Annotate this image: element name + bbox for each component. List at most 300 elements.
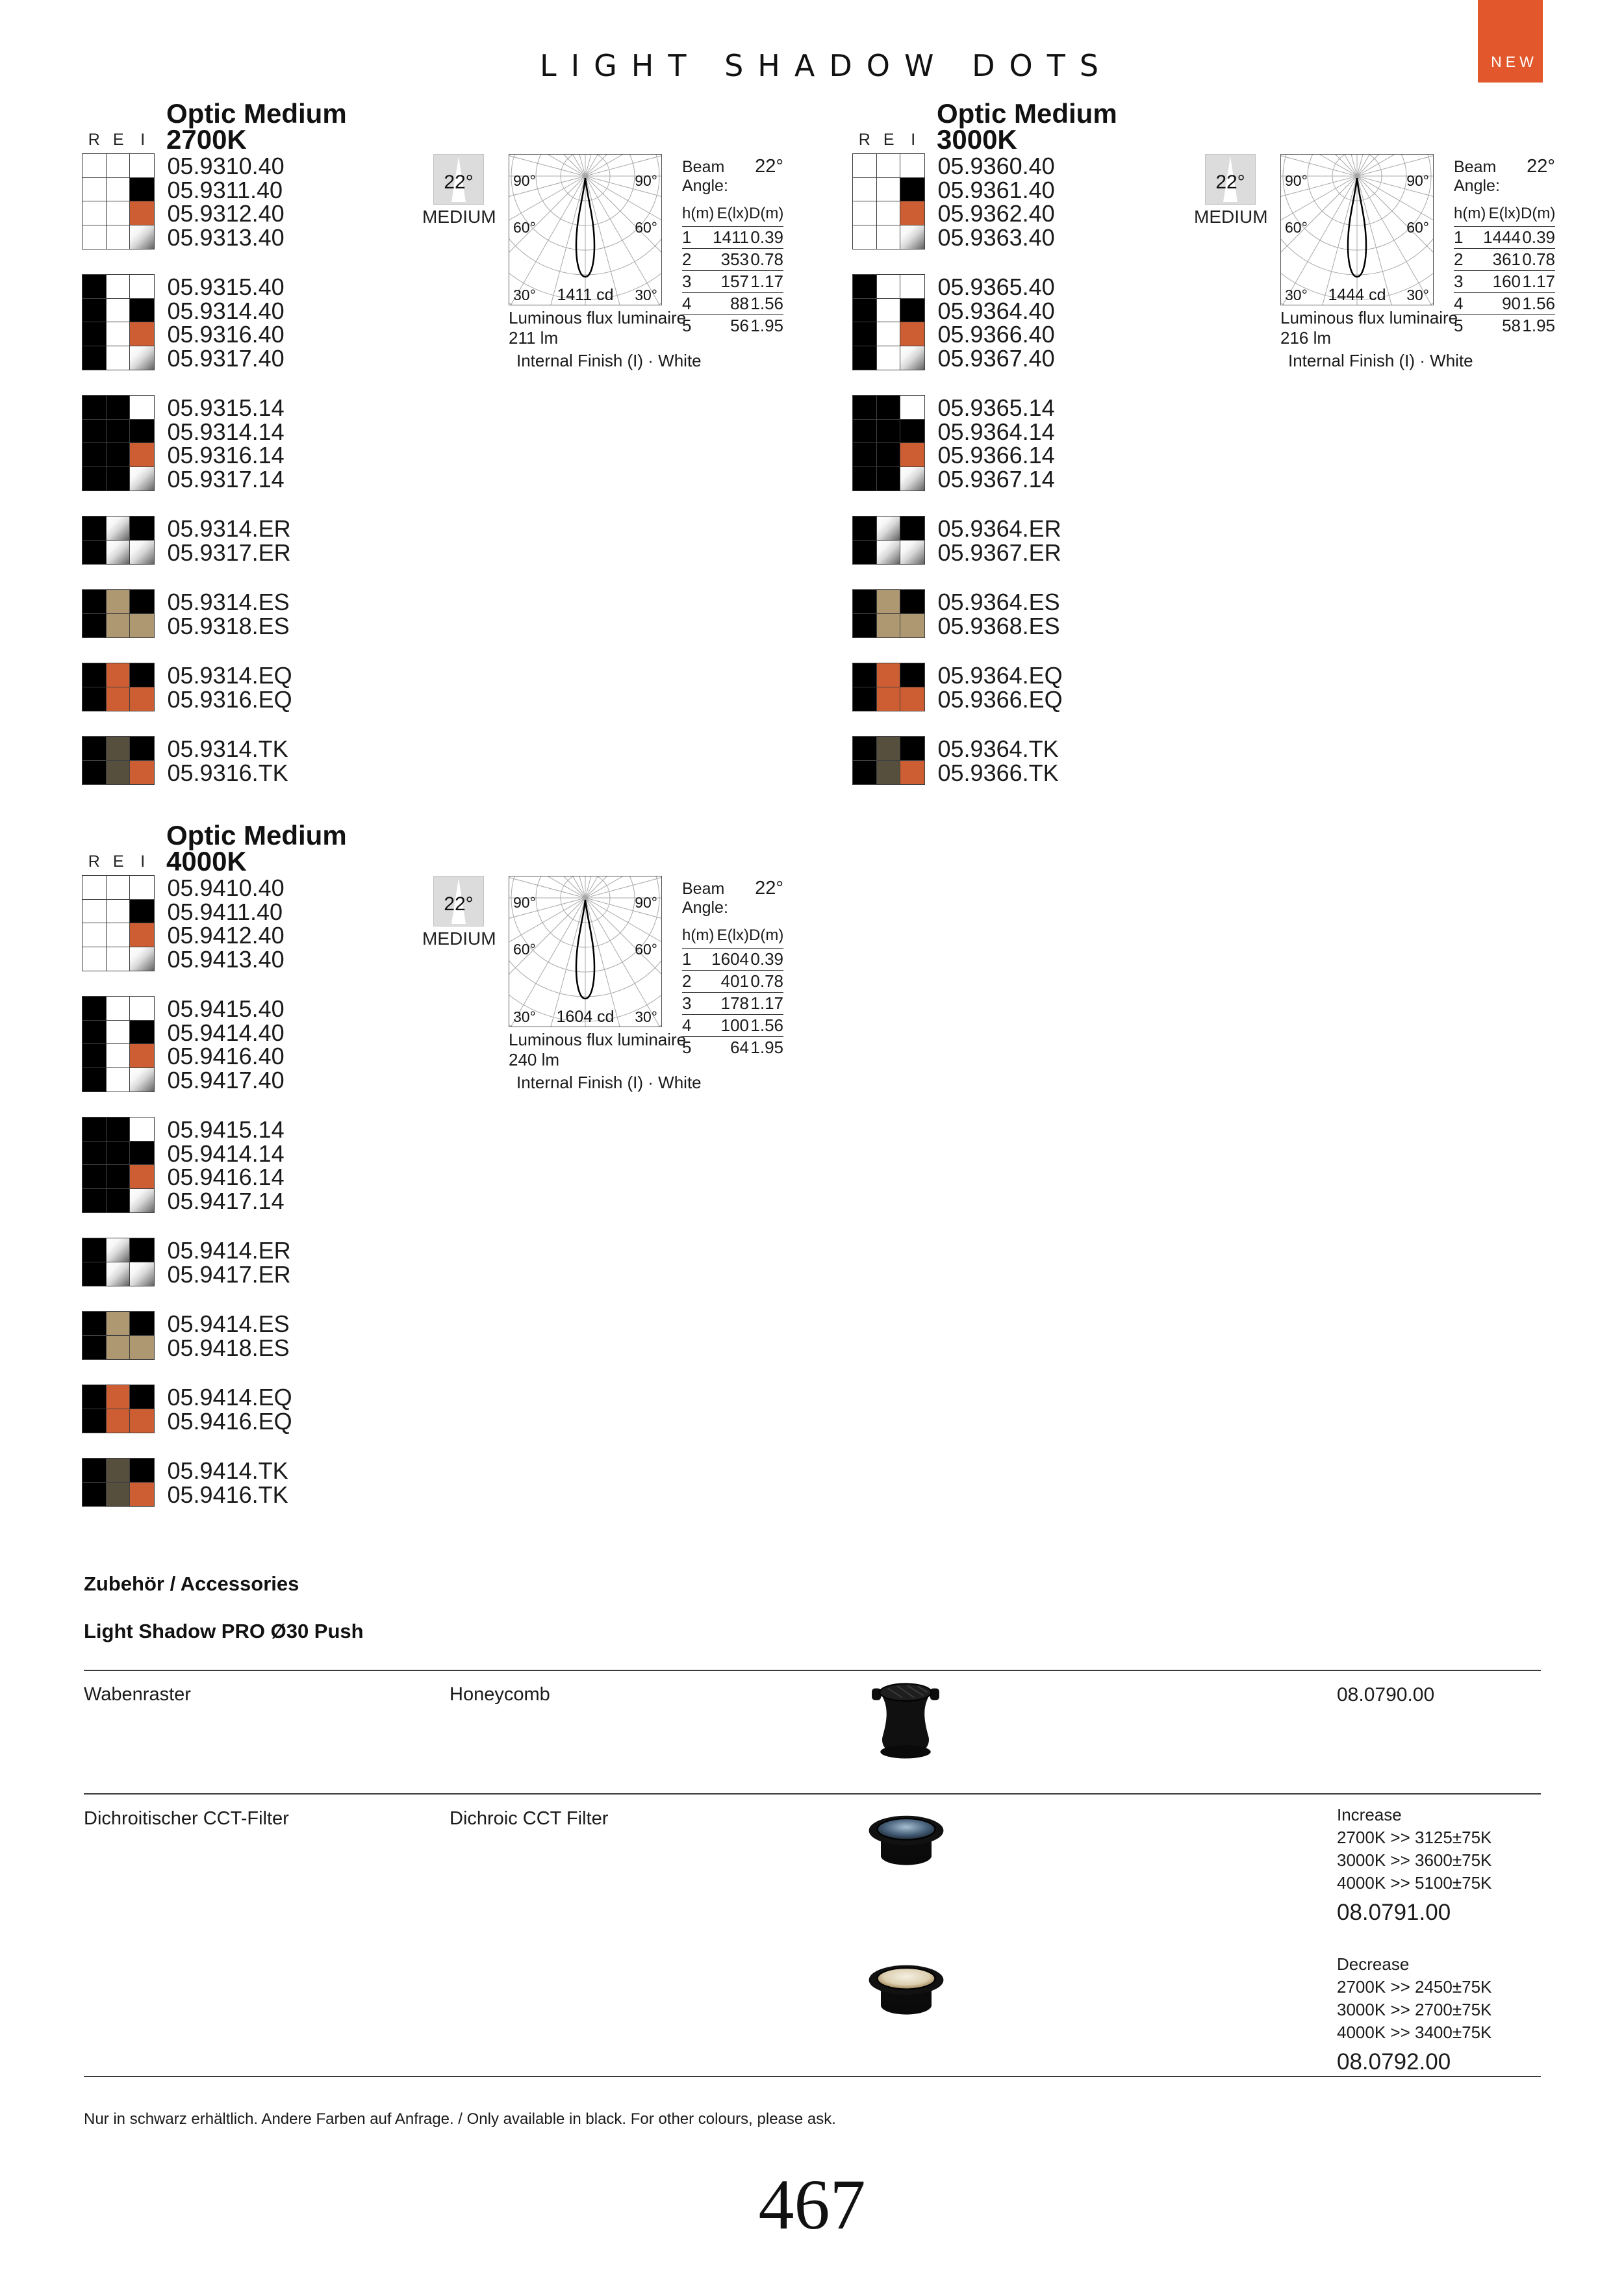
swatch-cell — [130, 1312, 154, 1336]
beam-table-row: 3 157 1.17 — [682, 271, 783, 293]
product-codes — [938, 516, 1061, 565]
swatch-cell — [853, 761, 877, 785]
swatch-cell — [877, 275, 901, 299]
product-code: 05.9414.ES — [167, 1310, 290, 1337]
swatch-cell — [82, 467, 107, 491]
polar-label-60-left: 60° — [1285, 219, 1308, 236]
swatch-cell — [900, 299, 924, 323]
swatch-cell — [82, 947, 107, 971]
swatch-cell — [130, 178, 154, 202]
swatch-cell — [107, 997, 131, 1021]
beam-table-row: 4 88 1.56 — [682, 293, 783, 315]
product-code: 05.9414.40 — [167, 1019, 285, 1046]
product-group — [82, 1311, 446, 1360]
flux-label: Luminous flux luminaire — [1280, 308, 1458, 327]
beam-angle-row — [1454, 156, 1555, 196]
swatch-cell — [130, 1189, 154, 1213]
beam-table-row: 3 178 1.17 — [682, 993, 783, 1015]
swatch-cell — [130, 154, 154, 178]
swatch-cell — [130, 1483, 154, 1507]
beam-angle-label: Beam Angle: — [682, 880, 728, 917]
beam-table-header: h(m) E(lx) D(m) — [682, 205, 783, 227]
column-header — [82, 820, 446, 876]
swatch-cell — [107, 590, 131, 614]
product-code: 05.9367.40 — [937, 344, 1055, 372]
product-code: 05.9415.40 — [167, 995, 285, 1022]
swatch-cell — [107, 614, 131, 638]
swatch-cell — [130, 947, 154, 971]
finish-swatch-grid — [852, 663, 925, 711]
beam-angle-value: 22° — [755, 878, 783, 899]
swatch-cell — [82, 663, 107, 687]
swatch-cell — [82, 900, 107, 924]
product-code: 05.9365.40 — [937, 274, 1055, 300]
product-codes — [168, 153, 285, 249]
honeycomb-photo — [869, 1678, 942, 1767]
swatch-cell — [130, 997, 154, 1021]
polar-label-90-left: 90° — [1285, 172, 1308, 189]
page-title: LIGHT SHADOW DOTS — [539, 48, 1113, 83]
swatch-cell — [82, 1262, 107, 1286]
swatch-cell — [900, 467, 924, 491]
finish-swatch-grid — [82, 516, 155, 565]
swatch-cell — [853, 299, 877, 323]
cct-shift-line: 2700K >> 3125±75K — [1337, 1828, 1492, 1847]
beam-table-2700k — [682, 156, 783, 337]
swatch-cell — [130, 346, 154, 370]
product-code: 05.9316.EQ — [167, 685, 292, 713]
flux-value: 240 lm — [509, 1050, 560, 1069]
product-code: 05.9312.40 — [167, 200, 285, 227]
beam-table-row: 2 353 0.78 — [682, 249, 783, 271]
swatch-cell — [82, 420, 107, 444]
product-column-3000k — [852, 98, 1216, 810]
swatch-cell — [130, 420, 154, 444]
polar-label-90-right: 90° — [1406, 172, 1429, 189]
product-group — [852, 663, 1216, 711]
legend-r: R — [88, 131, 100, 149]
product-code: 05.9417.ER — [167, 1260, 291, 1288]
product-group — [852, 274, 1216, 370]
swatch-cell — [853, 322, 877, 346]
beam-angle-value: 22° — [755, 156, 783, 177]
optic-title — [166, 820, 347, 876]
product-group — [82, 663, 446, 711]
swatch-cell — [877, 517, 901, 541]
legend-r: R — [88, 852, 100, 871]
product-code: 05.9414.ER — [167, 1237, 291, 1264]
product-code: 05.9415.14 — [167, 1116, 285, 1143]
swatch-cell — [877, 737, 901, 761]
accessory-name-de: Dichroitischer CCT-Filter — [84, 1808, 289, 1829]
finish-swatch-grid — [852, 516, 925, 565]
product-code: 05.9310.40 — [167, 153, 285, 179]
swatch-cell — [107, 1142, 131, 1166]
product-code: 05.9311.40 — [167, 176, 283, 203]
product-code: 05.9412.40 — [167, 922, 285, 949]
swatch-cell — [82, 1044, 107, 1068]
finish-swatch-grid — [82, 875, 155, 971]
swatch-cell — [900, 154, 924, 178]
swatch-cell — [853, 590, 877, 614]
swatch-cell — [900, 201, 924, 225]
swatch-cell — [877, 614, 901, 638]
product-code: 05.9314.ES — [167, 589, 290, 615]
accessories-heading: Zubehör / Accessories — [84, 1572, 299, 1595]
product-code: 05.9317.40 — [167, 344, 285, 372]
swatch-cell — [82, 1336, 107, 1360]
product-group — [82, 875, 446, 971]
finish-swatch-grid — [852, 736, 925, 785]
product-code: 05.9364.EQ — [937, 662, 1063, 689]
swatch-cell — [853, 687, 877, 711]
swatch-cell — [877, 396, 901, 420]
swatch-cell — [107, 443, 131, 467]
peak-candela-value: 1411 cd — [557, 286, 614, 304]
swatch-cell — [82, 737, 107, 761]
swatch-cell — [82, 1068, 107, 1092]
swatch-cell — [107, 517, 131, 541]
swatch-cell — [853, 275, 877, 299]
beam-table-row: 3 160 1.17 — [1454, 271, 1555, 293]
beam-width-label: MEDIUM — [1194, 207, 1268, 227]
product-codes — [938, 589, 1060, 638]
swatch-cell — [130, 396, 154, 420]
product-code: 05.9361.40 — [937, 176, 1055, 203]
polar-label-90-left: 90° — [513, 894, 536, 911]
swatch-cell — [82, 541, 107, 565]
optic-name: Optic Medium — [166, 98, 347, 129]
swatch-cell — [853, 541, 877, 565]
swatch-cell — [82, 154, 107, 178]
beam-angle-value: 22° — [444, 172, 474, 193]
product-group — [852, 153, 1216, 249]
cct-increase-block — [1337, 1804, 1491, 1924]
swatch-cell — [107, 322, 131, 346]
product-code: 05.9316.TK — [167, 759, 288, 786]
flux-value: 211 lm — [509, 328, 559, 348]
product-code: 05.9360.40 — [937, 153, 1055, 179]
optic-title — [166, 98, 347, 155]
cct-direction-label: Increase — [1337, 1805, 1402, 1824]
legend-e: E — [112, 131, 124, 149]
swatch-cell — [130, 1021, 154, 1045]
beam-table-body — [682, 227, 783, 337]
swatch-cell — [130, 299, 154, 323]
divider — [84, 2076, 1541, 2077]
internal-finish: Internal Finish (I) · White — [516, 1073, 702, 1092]
product-code: 05.9414.14 — [167, 1140, 285, 1167]
finish-swatch-grid — [82, 1117, 155, 1213]
beam-angle-badge — [1205, 154, 1256, 205]
swatch-cell — [900, 322, 924, 346]
swatch-cell — [107, 541, 131, 565]
finish-legend — [82, 131, 155, 149]
beam-table-row: 4 90 1.56 — [1454, 293, 1555, 315]
swatch-cell — [107, 1336, 131, 1360]
product-code: 05.9363.40 — [937, 224, 1055, 251]
peak-candela-value: 1604 cd — [556, 1008, 615, 1026]
product-code: 05.9314.14 — [167, 418, 285, 445]
optic-kelvin: 4000K — [166, 846, 247, 876]
cct-shift-line: 3000K >> 3600±75K — [1337, 1850, 1492, 1870]
finish-legend — [852, 131, 926, 149]
product-codes — [168, 589, 290, 638]
swatch-cell — [900, 420, 924, 444]
swatch-cell — [82, 687, 107, 711]
swatch-cell — [107, 1068, 131, 1092]
finish-swatch-grid — [852, 589, 925, 638]
swatch-cell — [82, 761, 107, 785]
swatch-cell — [130, 876, 154, 900]
product-group — [82, 1238, 446, 1286]
peak-candela-value: 1444 cd — [1328, 286, 1386, 304]
swatch-cell — [82, 178, 107, 202]
swatch-cell — [877, 299, 901, 323]
swatch-cell — [877, 154, 901, 178]
swatch-cell — [107, 1312, 131, 1336]
swatch-cell — [107, 1238, 131, 1262]
swatch-cell — [130, 1385, 154, 1409]
flux-label: Luminous flux luminaire — [509, 1030, 687, 1049]
polar-label-60-right: 60° — [1406, 219, 1429, 236]
swatch-cell — [853, 178, 877, 202]
beam-table-header: h(m) E(lx) D(m) — [1454, 205, 1555, 227]
swatch-cell — [82, 997, 107, 1021]
swatch-cell — [130, 1068, 154, 1092]
swatch-cell — [82, 1385, 107, 1409]
product-code: 05.9368.ES — [937, 612, 1060, 639]
beam-table-header: h(m) E(lx) D(m) — [682, 926, 783, 949]
product-codes — [168, 996, 285, 1092]
finish-swatch-grid — [82, 395, 155, 491]
swatch-cell — [107, 687, 131, 711]
swatch-cell — [877, 541, 901, 565]
swatch-cell — [900, 687, 924, 711]
swatch-cell — [130, 923, 154, 947]
product-group — [852, 395, 1216, 491]
new-badge-label: NEW — [1491, 53, 1538, 70]
finish-swatch-grid — [82, 663, 155, 711]
product-group — [82, 736, 446, 785]
product-code: 05.9410.40 — [167, 875, 285, 901]
internal-finish: Internal Finish (I) · White — [1288, 351, 1473, 370]
product-group — [852, 736, 1216, 785]
swatch-cell — [900, 517, 924, 541]
flux-label: Luminous flux luminaire — [509, 308, 687, 327]
swatch-cell — [853, 443, 877, 467]
accessory-code: 08.0790.00 — [1337, 1684, 1435, 1706]
product-group — [82, 153, 446, 249]
product-code: 05.9416.EQ — [167, 1407, 292, 1435]
beam-table-row: 1 1604 0.39 — [682, 949, 783, 971]
swatch-cell — [877, 420, 901, 444]
swatch-cell — [107, 420, 131, 444]
finish-swatch-grid — [82, 996, 155, 1092]
swatch-cell — [82, 923, 107, 947]
swatch-cell — [900, 178, 924, 202]
swatch-cell — [107, 1483, 131, 1507]
product-code: 05.9317.ER — [167, 539, 291, 566]
product-code: 05.9411.40 — [167, 898, 283, 925]
finish-swatch-grid — [82, 274, 155, 370]
swatch-cell — [82, 396, 107, 420]
swatch-cell — [82, 1459, 107, 1483]
swatch-cell — [82, 1118, 107, 1142]
legend-i: I — [140, 131, 146, 149]
swatch-cell — [107, 346, 131, 370]
polar-label-90-right: 90° — [635, 172, 657, 189]
product-codes — [938, 274, 1055, 370]
swatch-cell — [82, 614, 107, 638]
swatch-cell — [82, 1189, 107, 1213]
swatch-cell — [82, 1238, 107, 1262]
swatch-cell — [877, 443, 901, 467]
swatch-cell — [877, 346, 901, 370]
luminous-flux — [509, 308, 686, 348]
luminous-flux — [509, 1030, 686, 1070]
finish-swatch-grid — [82, 1458, 155, 1507]
product-group — [82, 516, 446, 565]
column-header — [82, 98, 446, 155]
product-codes — [168, 1117, 285, 1213]
swatch-cell — [107, 900, 131, 924]
swatch-cell — [107, 201, 131, 225]
beam-table-row: 5 58 1.95 — [1454, 316, 1555, 335]
swatch-cell — [82, 299, 107, 323]
product-code: 05.9417.40 — [167, 1066, 285, 1093]
product-codes — [168, 663, 292, 711]
product-codes — [938, 663, 1063, 711]
product-code: 05.9314.ER — [167, 515, 291, 542]
product-code: 05.9315.14 — [167, 394, 285, 421]
product-code: 05.9366.14 — [937, 442, 1055, 468]
beam-angle-value: 22° — [444, 893, 474, 915]
product-group — [82, 274, 446, 370]
accessory-code: 08.0792.00 — [1337, 2049, 1451, 2075]
divider — [84, 1793, 1541, 1795]
swatch-cell — [82, 322, 107, 346]
swatch-cell — [900, 663, 924, 687]
optic-kelvin: 2700K — [166, 124, 247, 155]
product-code: 05.9317.14 — [167, 465, 285, 492]
beam-table-row: 2 361 0.78 — [1454, 249, 1555, 271]
product-group — [82, 996, 446, 1092]
divider — [84, 1670, 1541, 1671]
beam-angle-row — [682, 156, 783, 196]
accessory-name-de: Wabenraster — [84, 1684, 191, 1705]
swatch-cell — [130, 322, 154, 346]
product-codes — [168, 1311, 290, 1360]
polar-label-90-right: 90° — [635, 894, 657, 911]
swatch-cell — [82, 1021, 107, 1045]
swatch-cell — [130, 1262, 154, 1286]
polar-label-30-right: 30° — [635, 1008, 657, 1025]
swatch-cell — [877, 178, 901, 202]
swatch-cell — [130, 517, 154, 541]
finish-swatch-grid — [82, 589, 155, 638]
dichroic-filter-increase-photo — [864, 1801, 948, 1885]
finish-legend — [82, 852, 155, 871]
internal-finish: Internal Finish (I) · White — [516, 351, 702, 370]
product-code: 05.9413.40 — [167, 945, 285, 973]
swatch-cell — [107, 1165, 131, 1189]
swatch-cell — [82, 517, 107, 541]
beam-table-body — [682, 949, 783, 1058]
swatch-cell — [853, 154, 877, 178]
polar-label-60-left: 60° — [513, 219, 536, 236]
legend-e: E — [883, 131, 894, 149]
finish-swatch-grid — [852, 274, 925, 370]
swatch-cell — [877, 201, 901, 225]
swatch-cell — [82, 1142, 107, 1166]
swatch-cell — [130, 687, 154, 711]
product-group — [82, 1458, 446, 1507]
beam-width-label: MEDIUM — [422, 928, 496, 949]
finish-swatch-grid — [82, 736, 155, 785]
product-code: 05.9417.14 — [167, 1187, 285, 1214]
swatch-cell — [130, 1142, 154, 1166]
swatch-cell — [82, 225, 107, 249]
product-code: 05.9366.40 — [937, 321, 1055, 348]
swatch-cell — [853, 467, 877, 491]
swatch-cell — [82, 201, 107, 225]
swatch-cell — [82, 590, 107, 614]
polar-label-30-right: 30° — [1406, 287, 1429, 303]
swatch-cell — [107, 467, 131, 491]
product-codes — [168, 1238, 291, 1286]
optic-name: Optic Medium — [166, 820, 347, 850]
swatch-cell — [877, 322, 901, 346]
beam-table-3000k — [1454, 156, 1555, 337]
beam-angle-value: 22° — [1215, 172, 1245, 193]
swatch-cell — [130, 541, 154, 565]
swatch-cell — [853, 517, 877, 541]
finish-swatch-grid — [852, 153, 925, 249]
cct-shift-line: 2700K >> 2450±75K — [1337, 1977, 1492, 1997]
swatch-cell — [130, 1409, 154, 1433]
swatch-cell — [877, 225, 901, 249]
beam-table-row: 2 401 0.78 — [682, 971, 783, 993]
swatch-cell — [130, 1459, 154, 1483]
column-header — [852, 98, 1216, 155]
swatch-cell — [107, 178, 131, 202]
swatch-cell — [107, 396, 131, 420]
product-code: 05.9414.EQ — [167, 1384, 292, 1411]
beam-angle-label: Beam Angle: — [1454, 158, 1500, 195]
beam-angle-value: 22° — [1527, 156, 1555, 177]
swatch-cell — [130, 1165, 154, 1189]
swatch-cell — [107, 1385, 131, 1409]
polar-label-60-right: 60° — [635, 219, 657, 236]
product-group — [82, 1117, 446, 1213]
swatch-cell — [853, 737, 877, 761]
product-codes — [168, 274, 285, 370]
dichroic-filter-decrease-photo — [864, 1950, 948, 2035]
accessories-subheading: Light Shadow PRO Ø30 Push — [84, 1620, 364, 1642]
swatch-cell — [877, 687, 901, 711]
beam-table-row: 1 1444 0.39 — [1454, 227, 1555, 249]
swatch-cell — [107, 299, 131, 323]
swatch-cell — [900, 443, 924, 467]
swatch-cell — [82, 346, 107, 370]
swatch-cell — [130, 614, 154, 638]
product-code: 05.9315.40 — [167, 274, 285, 300]
polar-diagram-2700k — [509, 154, 662, 305]
swatch-cell — [107, 1044, 131, 1068]
accessory-name-en: Dichroic CCT Filter — [450, 1808, 609, 1829]
swatch-cell — [900, 737, 924, 761]
